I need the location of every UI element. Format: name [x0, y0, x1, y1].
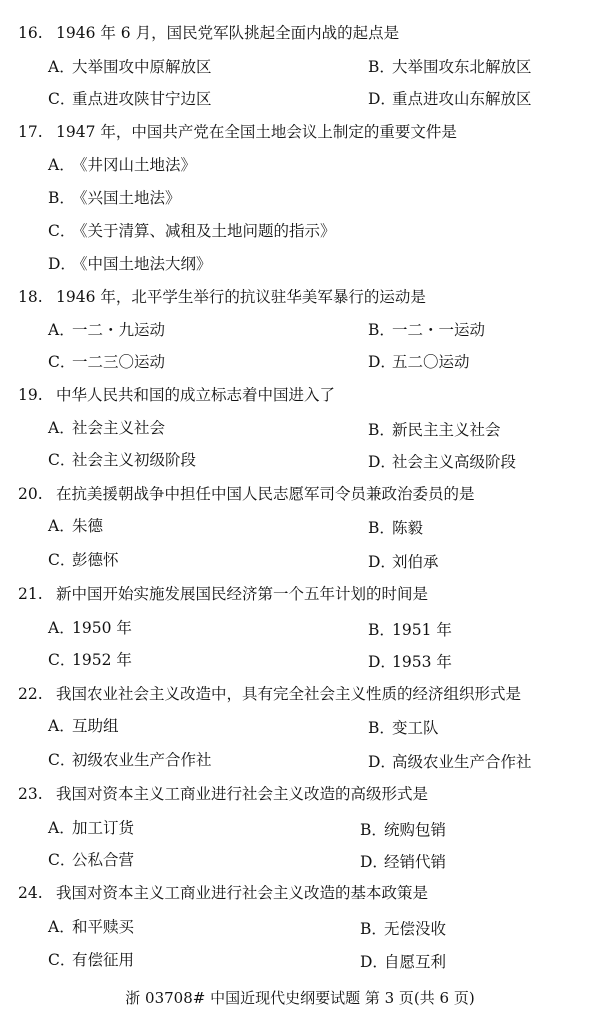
option-text: 互助组 [72, 717, 119, 735]
question-21-option-d [368, 652, 452, 672]
option-text: 变工队 [392, 719, 439, 737]
question-22-stem [18, 684, 521, 704]
question-22-option-c [48, 750, 212, 770]
question-number: 22. [18, 685, 43, 703]
option-text: 加工订货 [72, 819, 135, 837]
option-letter: C． [48, 451, 76, 469]
question-22-option-b [368, 718, 439, 738]
option-letter: B． [368, 58, 395, 76]
option-text: 初级农业生产合作社 [72, 751, 212, 769]
option-letter: A． [48, 419, 75, 437]
option-text: 1952 年 [72, 651, 132, 669]
question-16-option-d [368, 89, 532, 109]
option-text: 社会主义社会 [72, 419, 166, 437]
question-19-option-b [368, 420, 501, 440]
question-21-option-b [368, 620, 452, 640]
question-17-option-d [48, 254, 212, 274]
question-24-option-b [360, 919, 446, 939]
option-letter: A． [48, 156, 75, 174]
question-24-option-c [48, 950, 134, 970]
question-20-option-d [368, 552, 439, 572]
question-16-option-c [48, 89, 212, 109]
question-17-stem [18, 122, 457, 142]
question-24-option-a [48, 917, 134, 937]
option-letter: D． [368, 353, 396, 371]
option-letter: A． [48, 819, 75, 837]
question-18-stem [18, 287, 426, 307]
question-20-option-b [368, 518, 423, 538]
option-letter: B． [360, 821, 387, 839]
option-text: 彭德怀 [72, 551, 119, 569]
option-letter: D． [360, 953, 388, 971]
option-letter: A． [48, 58, 75, 76]
question-18-option-a [48, 320, 165, 340]
question-text: 我国对资本主义工商业进行社会主义改造的高级形式是 [56, 785, 429, 803]
option-text: 无偿没收 [384, 920, 447, 938]
option-letter: A． [48, 321, 75, 339]
question-number: 20. [18, 485, 43, 503]
option-text: 新民主主义社会 [392, 421, 501, 439]
option-text: 经销代销 [384, 853, 447, 871]
option-text: 《中国土地法大纲》 [72, 255, 212, 273]
option-text: 一二・九运动 [72, 321, 166, 339]
question-24-option-d [360, 952, 446, 972]
question-text: 我国农业社会主义改造中，具有完全社会主义性质的经济组织形式是 [56, 685, 522, 703]
question-17-option-a [48, 155, 196, 175]
option-letter: C． [48, 851, 76, 869]
option-text: 五二〇运动 [392, 353, 470, 371]
option-letter: C． [48, 951, 76, 969]
option-text: 自愿互利 [384, 953, 447, 971]
question-text: 在抗美援朝战争中担任中国人民志愿军司令员兼政治委员的是 [56, 485, 475, 503]
option-letter: C． [48, 551, 76, 569]
question-number: 19. [18, 386, 43, 404]
option-text: 和平赎买 [72, 918, 135, 936]
question-23-option-b [360, 820, 446, 840]
question-17-option-c [48, 221, 336, 241]
question-number: 21. [18, 585, 43, 603]
page-footer: 浙 03708# 中国近现代史纲要试题 第 3 页(共 6 页) [125, 989, 475, 1007]
question-20-stem [18, 484, 475, 504]
option-text: 重点进攻山东解放区 [392, 90, 532, 108]
question-21-option-a [48, 618, 132, 638]
question-number: 16. [18, 24, 43, 42]
question-21-option-c [48, 650, 132, 670]
option-letter: A． [48, 918, 75, 936]
question-21-stem [18, 584, 428, 604]
question-text: 中华人民共和国的成立标志着中国进入了 [56, 386, 336, 404]
question-number: 24. [18, 884, 43, 902]
option-letter: D． [368, 653, 396, 671]
question-text: 新中国开始实施发展国民经济第一个五年计划的时间是 [56, 585, 429, 603]
question-23-option-a [48, 818, 134, 838]
question-18-option-d [368, 352, 470, 372]
question-22-option-a [48, 716, 119, 736]
question-16-stem [18, 23, 399, 43]
option-text: 1953 年 [392, 653, 452, 671]
question-text: 1946 年 6 月，国民党军队挑起全面内战的起点是 [56, 24, 400, 42]
option-letter: B． [368, 719, 395, 737]
question-text: 1947 年，中国共产党在全国土地会议上制定的重要文件是 [56, 123, 457, 141]
option-letter: A． [48, 619, 75, 637]
option-text: 统购包销 [384, 821, 447, 839]
question-number: 17. [18, 123, 43, 141]
question-22-option-d [368, 752, 532, 772]
option-letter: B． [368, 321, 395, 339]
question-23-option-c [48, 850, 134, 870]
question-17-option-b [48, 188, 181, 208]
option-letter: D． [368, 553, 396, 571]
question-18-option-c [48, 352, 165, 372]
question-20-option-c [48, 550, 119, 570]
option-text: 社会主义初级阶段 [72, 451, 197, 469]
option-text: 大举围攻中原解放区 [72, 58, 212, 76]
option-letter: C． [48, 751, 76, 769]
option-letter: D． [368, 90, 396, 108]
option-text: 一二・一运动 [392, 321, 486, 339]
option-text: 高级农业生产合作社 [392, 753, 532, 771]
option-letter: B． [48, 189, 75, 207]
option-text: 1950 年 [72, 619, 132, 637]
question-16-option-a [48, 57, 212, 77]
option-letter: A． [48, 517, 75, 535]
option-letter: D． [48, 255, 76, 273]
question-23-option-d [360, 852, 446, 872]
question-23-stem [18, 784, 428, 804]
option-letter: B． [368, 621, 395, 639]
option-letter: D． [360, 853, 388, 871]
question-19-stem [18, 385, 335, 405]
option-letter: A． [48, 717, 75, 735]
option-text: 重点进攻陕甘宁边区 [72, 90, 212, 108]
option-text: 公私合营 [72, 851, 135, 869]
option-letter: C． [48, 222, 76, 240]
question-19-option-c [48, 450, 196, 470]
option-text: 一二三〇运动 [72, 353, 166, 371]
option-letter: B． [368, 519, 395, 537]
option-letter: D． [368, 453, 396, 471]
option-letter: C． [48, 90, 76, 108]
option-letter: B． [368, 421, 395, 439]
question-19-option-d [368, 452, 516, 472]
option-letter: C． [48, 353, 76, 371]
option-text: 大举围攻东北解放区 [392, 58, 532, 76]
option-letter: C． [48, 651, 76, 669]
option-text: 《兴国土地法》 [72, 189, 181, 207]
option-text: 陈毅 [392, 519, 424, 537]
question-16-option-b [368, 57, 532, 77]
option-letter: B． [360, 920, 387, 938]
option-text: 朱德 [72, 517, 104, 535]
question-20-option-a [48, 516, 103, 536]
question-text: 我国对资本主义工商业进行社会主义改造的基本政策是 [56, 884, 429, 902]
option-text: 有偿征用 [72, 951, 135, 969]
question-number: 18. [18, 288, 43, 306]
question-18-option-b [368, 320, 485, 340]
option-text: 《井冈山土地法》 [72, 156, 197, 174]
option-text: 刘伯承 [392, 553, 439, 571]
option-letter: D． [368, 753, 396, 771]
question-number: 23. [18, 785, 43, 803]
question-text: 1946 年，北平学生举行的抗议驻华美军暴行的运动是 [56, 288, 426, 306]
option-text: 《关于清算、减租及土地问题的指示》 [72, 222, 336, 240]
option-text: 1951 年 [392, 621, 452, 639]
option-text: 社会主义高级阶段 [392, 453, 517, 471]
question-24-stem [18, 883, 428, 903]
question-19-option-a [48, 418, 165, 438]
